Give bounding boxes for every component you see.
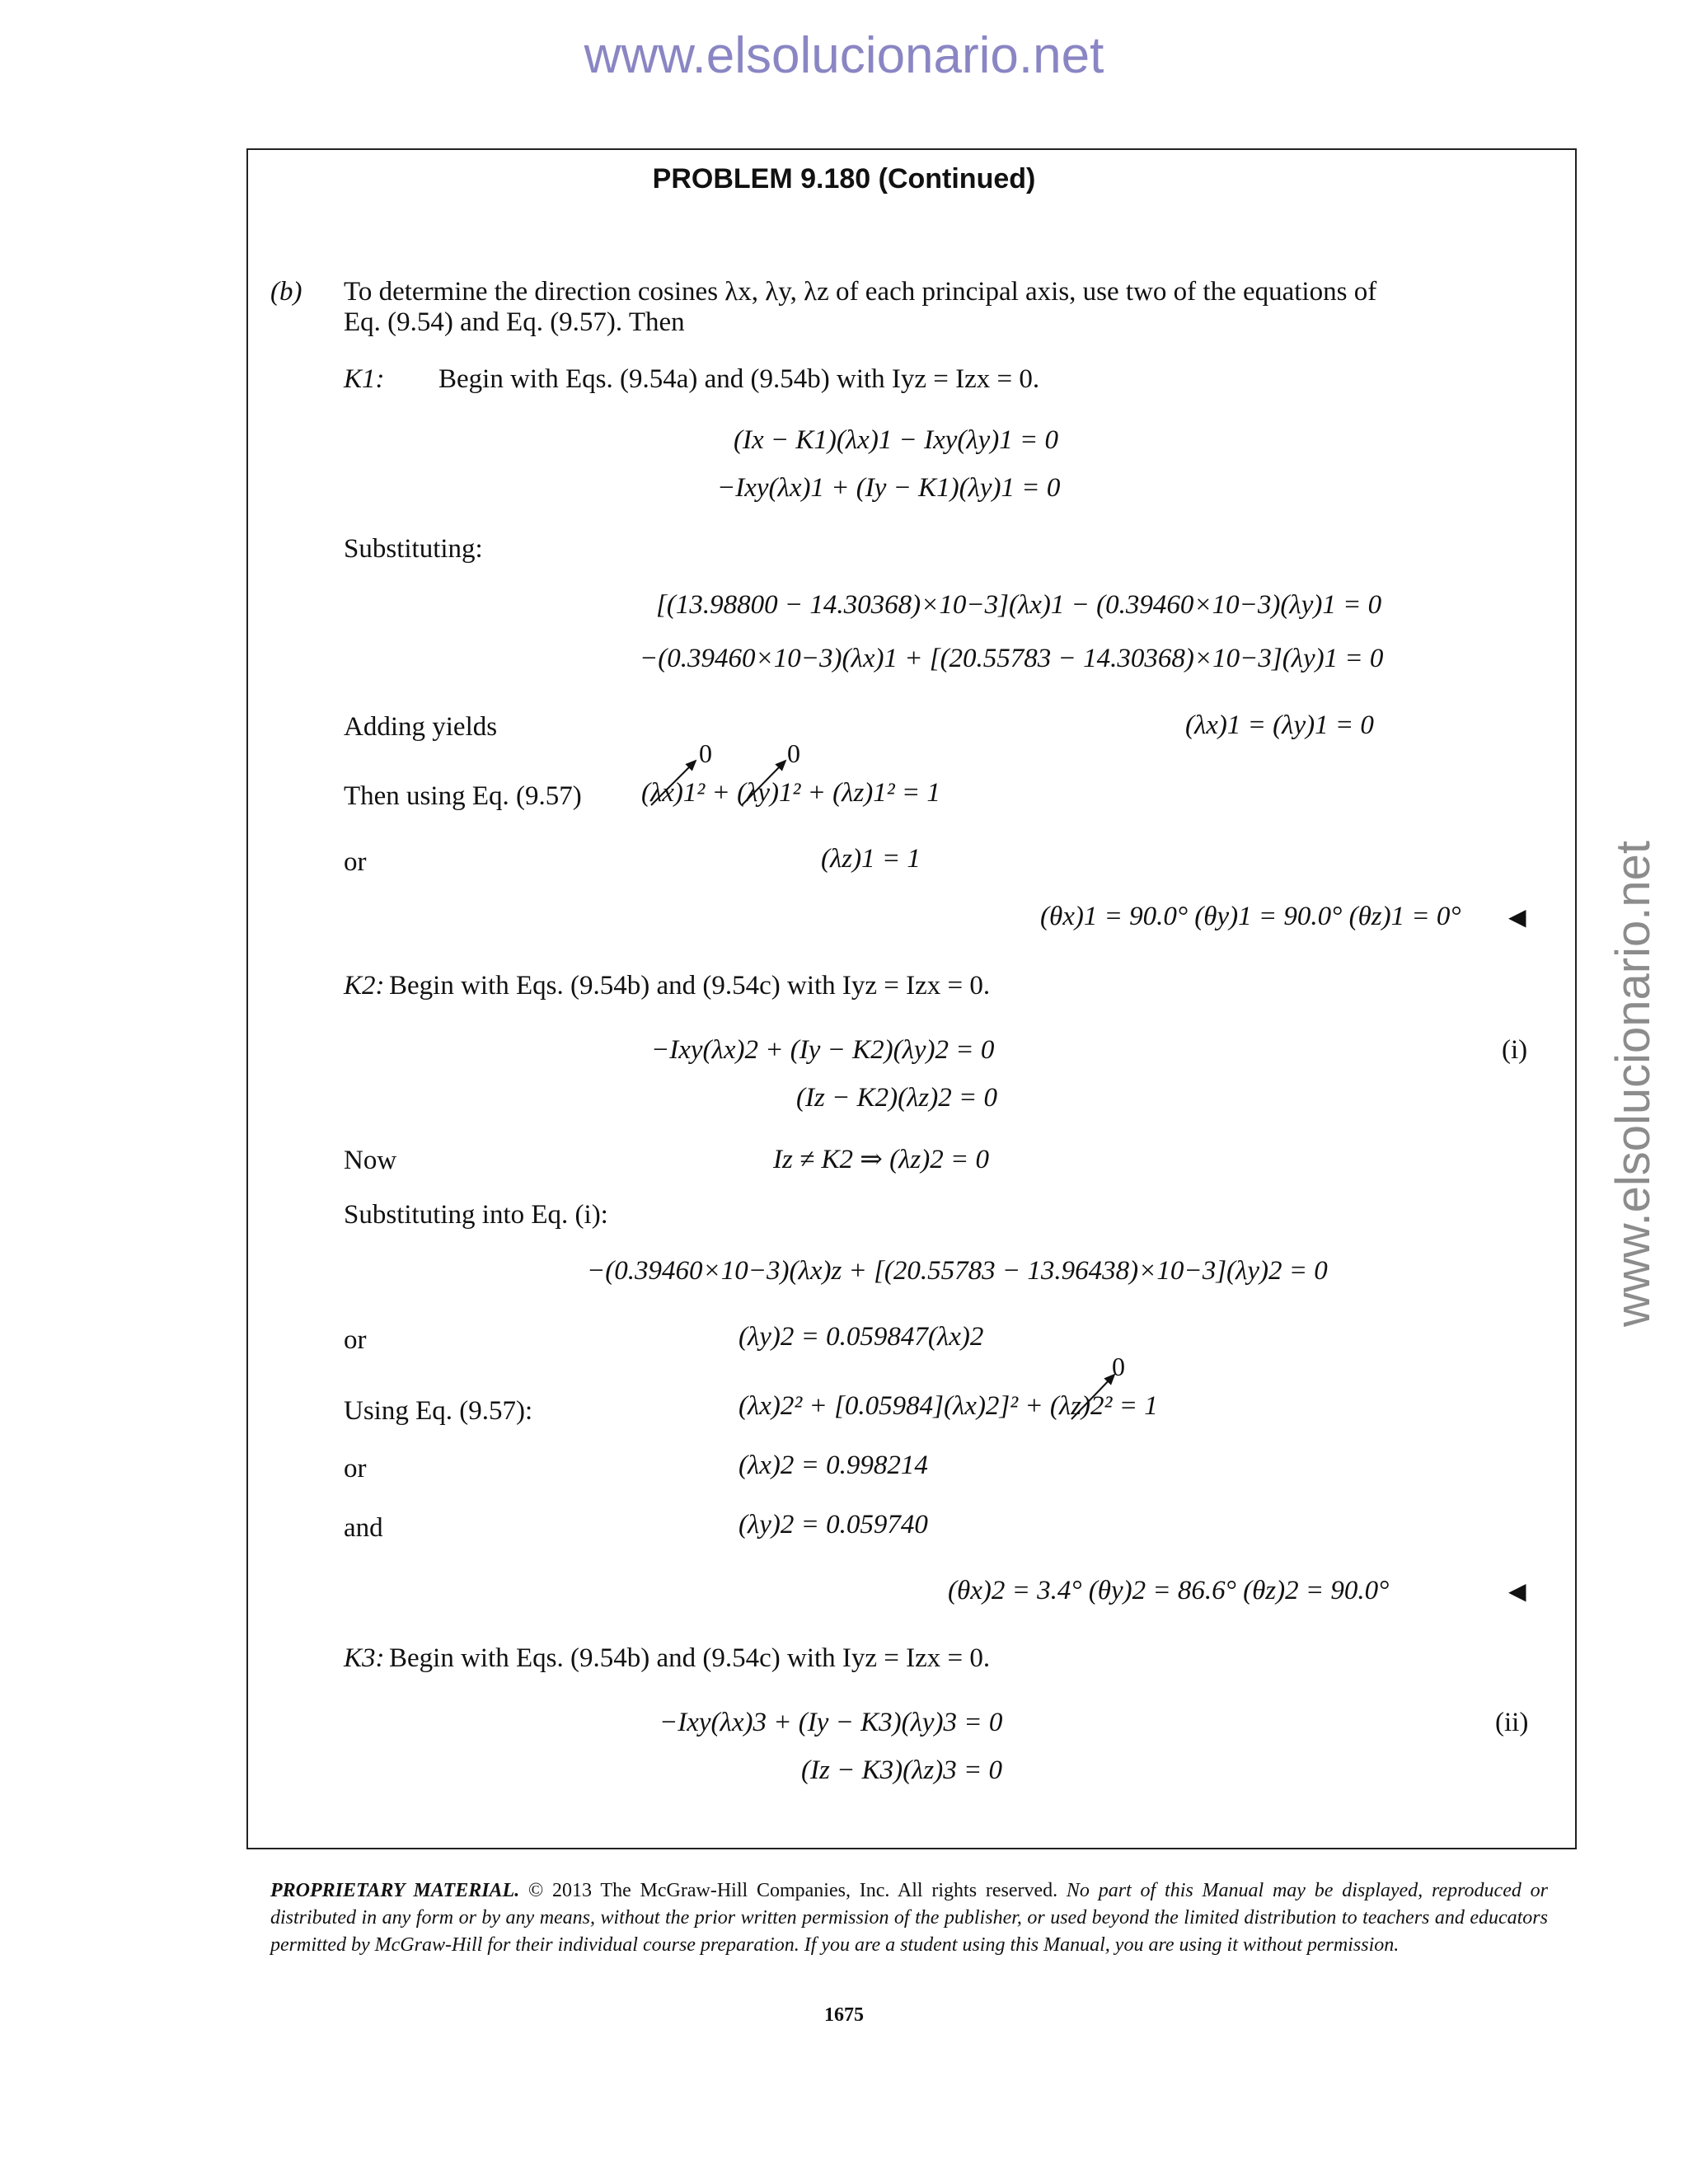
- k3-intro: Begin with Eqs. (9.54b) and (9.54c) with Iyz = Izx = 0.: [389, 1643, 991, 1673]
- intro-line-2: Eq. (9.54) and Eq. (9.57). Then: [344, 307, 685, 337]
- k3-eq2: (Iz − K3)(λz)3 = 0: [801, 1755, 1002, 1785]
- adding-label: Adding yields: [344, 712, 498, 742]
- k1-intro: Begin with Eqs. (9.54a) and (9.54b) with Iyz = Izx = 0.: [438, 364, 1040, 394]
- cancel-zero-3: 0: [1112, 1352, 1125, 1381]
- footer-normal: © 2013 The McGraw-Hill Companies, Inc. All rights reserved.: [519, 1880, 1058, 1901]
- k2-now-eq: Iz ≠ K2 ⇒ (λz)2 = 0: [773, 1145, 989, 1174]
- k1-eq2: −Ixy(λx)1 + (Iy − K1)(λy)1 = 0: [717, 473, 1061, 503]
- k2-sub-eq: −(0.39460×10−3)(λx)z + [(20.55783 − 13.96438)×10−3](λy)2 = 0: [587, 1256, 1328, 1286]
- now-label: Now: [344, 1146, 397, 1175]
- k1-label: K1:: [344, 364, 385, 394]
- answer-marker-k2: ◀: [1508, 1579, 1526, 1605]
- k3-label: K3:: [344, 1643, 385, 1673]
- k2-ly: (λy)2 = 0.059740: [738, 1510, 928, 1540]
- cancel-zero-1: 0: [699, 738, 712, 768]
- then-using-label: Then using Eq. (9.57): [344, 781, 582, 811]
- k1-angles: (θx)1 = 90.0° (θy)1 = 90.0° (θz)1 = 0°: [1040, 902, 1461, 931]
- or-label-k2-2: or: [344, 1454, 367, 1483]
- k2-angles: (θx)2 = 3.4° (θy)2 = 86.6° (θz)2 = 90.0°: [948, 1576, 1390, 1605]
- eq-tag-i: (i): [1502, 1035, 1528, 1065]
- page-number: 1675: [824, 2004, 864, 2026]
- answer-marker-k1: ◀: [1508, 905, 1526, 930]
- watermark-side: www.elsolucionario.net: [1606, 841, 1660, 1327]
- k1-eq957: (λx)1² + (λy)1² + (λz)1² = 1: [641, 778, 940, 808]
- k2-lx: (λx)2 = 0.998214: [738, 1451, 928, 1480]
- substituting-into-label: Substituting into Eq. (i):: [344, 1200, 608, 1230]
- k2-intro: Begin with Eqs. (9.54b) and (9.54c) with Iyz = Izx = 0.: [389, 971, 991, 1001]
- cancel-zero-2: 0: [787, 738, 800, 768]
- using-957-label: Using Eq. (9.57):: [344, 1396, 533, 1426]
- or-label-k2-1: or: [344, 1325, 367, 1355]
- and-label: and: [344, 1513, 383, 1543]
- k1-sub1: [(13.98800 − 14.30368)×10−3](λx)1 − (0.39460×10−3)(λy)1 = 0: [656, 590, 1382, 620]
- k2-eq1: −Ixy(λx)2 + (Iy − K2)(λy)2 = 0: [651, 1035, 995, 1065]
- intro-line-1: To determine the direction cosines λx, λy, λz of each principal axis, use two of the equations of: [344, 277, 1377, 307]
- watermark-top: www.elsolucionario.net: [584, 27, 1104, 84]
- k1-sub2: −(0.39460×10−3)(λx)1 + [(20.55783 − 14.30368)×10−3](λy)1 = 0: [640, 644, 1384, 673]
- k2-eq957: (λx)2² + [0.05984](λx)2]² + (λz)2² = 1: [738, 1391, 1158, 1421]
- part-label: (b): [270, 277, 302, 307]
- page-title: PROBLEM 9.180 (Continued): [652, 163, 1036, 194]
- copyright-notice: [270, 1877, 1548, 1959]
- k3-eq1: −Ixy(λx)3 + (Iy − K3)(λy)3 = 0: [659, 1708, 1003, 1737]
- k2-label: K2:: [344, 971, 385, 1001]
- substituting-label: Substituting:: [344, 534, 483, 564]
- k2-ly-rel: (λy)2 = 0.059847(λx)2: [738, 1322, 984, 1352]
- eq-tag-ii: (ii): [1495, 1708, 1529, 1737]
- or-label-k1: or: [344, 847, 367, 877]
- adding-result: (λx)1 = (λy)1 = 0: [1185, 710, 1374, 740]
- footer-bold: PROPRIETARY MATERIAL.: [270, 1880, 520, 1901]
- footer-italic: No part of this Manual may be displayed, reproduced or distributed in any form or by any means, without the prior written permission of the publisher, or used beyond the limited distribution to teachers and educators permitted by McGraw-Hill for their individual course preparation. If you are a student using this Manual, you are using it without permission.: [270, 1880, 1548, 1956]
- k2-eq2: (Iz − K2)(λz)2 = 0: [796, 1083, 997, 1113]
- k1-eq1: (Ix − K1)(λx)1 − Ixy(λy)1 = 0: [734, 425, 1059, 455]
- k1-lz: (λz)1 = 1: [821, 844, 921, 874]
